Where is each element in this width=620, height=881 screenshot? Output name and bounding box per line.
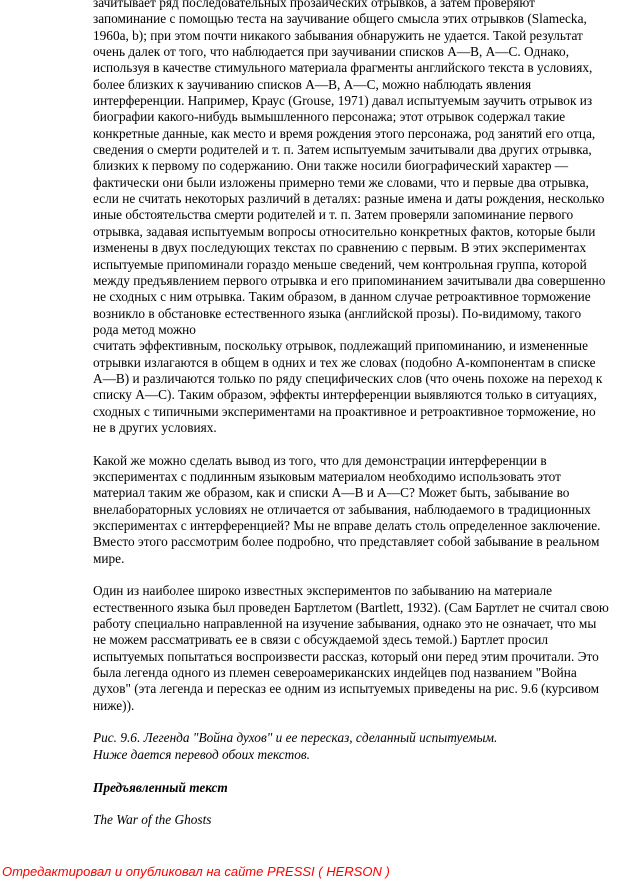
text-line: считать эффективным, поскольку отрывок, подлежащий припоминанию, и измененные [93,338,588,354]
text-line: зачитывает ряд последовательных прозаических отрывков, а затем проверяют [93,0,535,10]
text-line: не можем рассматривать ее в связи с обсуждаемой здесь темой.) Бартлет просил [93,632,549,648]
text-line: естественного языка был проведен Бартлетом (Bartlett, 1932). (Сам Бартлет не считал свою [93,599,609,615]
caption-line: Ниже дается перевод обоих текстов. [93,746,310,762]
text-line: интерференции. Например, Краус (Grouse, 1971) давал испытуемым заучить отрывок из [93,93,593,109]
text-line: не сходных с ним отрывка. Таким образом, в данном случае ретроактивное торможение [93,289,591,305]
text-line: не в других условиях. [93,419,217,435]
text-line: внелабораторных условиях не отличается от забывания, наблюдаемого в традиционных [93,501,591,517]
paragraph-interference-prose [93,0,613,436]
text-line: биографии какого-нибудь вымышленного персонажа; этот отрывок содержал такие [93,109,566,125]
text-line: конкретные данные, как место и время рождения этого персонажа, род занятий его отца, [93,125,596,141]
text-line: экспериментах с подлинным языковым материалом необходимо использовать этот [93,468,561,484]
text-line: Вместо этого рассмотрим более подробно, что представляет собой забывание в реальном [93,534,600,550]
text-line: была легенда одного из племен североамериканских индейцев под названием "Война [93,665,577,681]
text-line: испытуемые припоминали гораздо меньше сведений, чем контрольная группа, которой [93,256,587,272]
text-line: мире. [93,550,125,566]
text-line: возникло в обстановке естественного языка (английской прозы). По-видимому, такого [93,305,582,321]
text-line: иные обстоятельства смерти родителей и т. п. Затем проверяли запоминание первого [93,207,574,223]
text-line: изменены в двух последующих текстах по сравнению с первым. В этих экспериментах [93,240,587,256]
text-line: духов" (эта легенда и пересказ ее одним из испытуемых приведены на рис. 9.6 (курсивом [93,681,600,697]
document-page [93,0,613,829]
caption-line: Рис. 9.6. Легенда "Война духов" и ее пересказ, сделанный испытуемым. [93,730,498,746]
text-line: А—В) и различаются только по ряду специфических слов (что очень похоже на переход к [93,370,603,386]
text-line: сведения о смерти родителей и т. п. Затем испытуемым зачитывали два других отрывка, [93,142,592,158]
text-line: очень далек от того, что наблюдается при заучивании списков А—В, А—С. Однако, [93,44,570,60]
text-line: Один из наиболее широко известных экспериментов по забыванию на материале [93,583,553,599]
text-line: запоминание с помощью теста на заучивание общего смысла этих отрывков (Slamecka, [93,11,587,27]
text-line: если не считать некоторых различий в деталях: разные имена и даты рождения, несколько [93,191,605,207]
text-line: между предъявлением первого отрывка и его припоминанием зачитывали два совершенно [93,272,606,288]
text-line: Какой же можно сделать вывод из того, что для демонстрации интерференции в [93,452,547,468]
text-line: отрывки излагаются в общем в одних и тех же словах (подобно А-компонентам в списке [93,354,596,370]
text-line: близких к первому по содержанию. Они также носили биографический характер — [93,158,569,174]
section-heading: Предъявленный текст [93,779,228,795]
text-line: работу специально направленной на изучение забывания, однако это не означает, что мы [93,616,597,632]
text-line: экспериментах с интерференцией? Мы не вправе делать столь определенное заключение. [93,518,601,533]
figure-caption [93,730,613,763]
text-line: испытуемых попытаться воспроизвести рассказ, который они перед этим прочитали. Это [93,648,599,664]
publisher-footer: Отредактировал и опубликовал на сайте PRESSI ( HERSON ) [2,864,390,879]
text-line: фактически они были изложены примерно теми же словами, что и первые два отрывка, [93,174,589,190]
story-title: The War of the Ghosts [93,812,212,828]
text-line: списку А—С). Таким образом, эффекты интерференции выявляются только в ситуациях, [93,387,597,403]
text-line: используя в качестве стимульного материала фрагменты английского текста в условиях, [93,60,593,76]
text-line: 1960a, b); при этом почти никакого забывания обнаружить не удается. Такой результат [93,27,583,43]
text-line: ниже)). [93,697,135,713]
text-line: отрывка, задавая испытуемым вопросы относительно конкретных фактов, которые были [93,223,596,239]
text-line: более близких к заучиванию списков А—В, А—С, можно наблюдать явления [93,76,532,92]
paragraph-conclusion [93,453,613,567]
text-line: материал таким же образом, как и списки А—В и А—С? Может быть, забывание во [93,485,570,501]
text-line: рода метод можно [93,321,196,337]
paragraph-bartlett [93,583,613,714]
text-line: сходных с типичными экспериментами на проактивное и ретроактивное торможение, но [93,403,596,419]
